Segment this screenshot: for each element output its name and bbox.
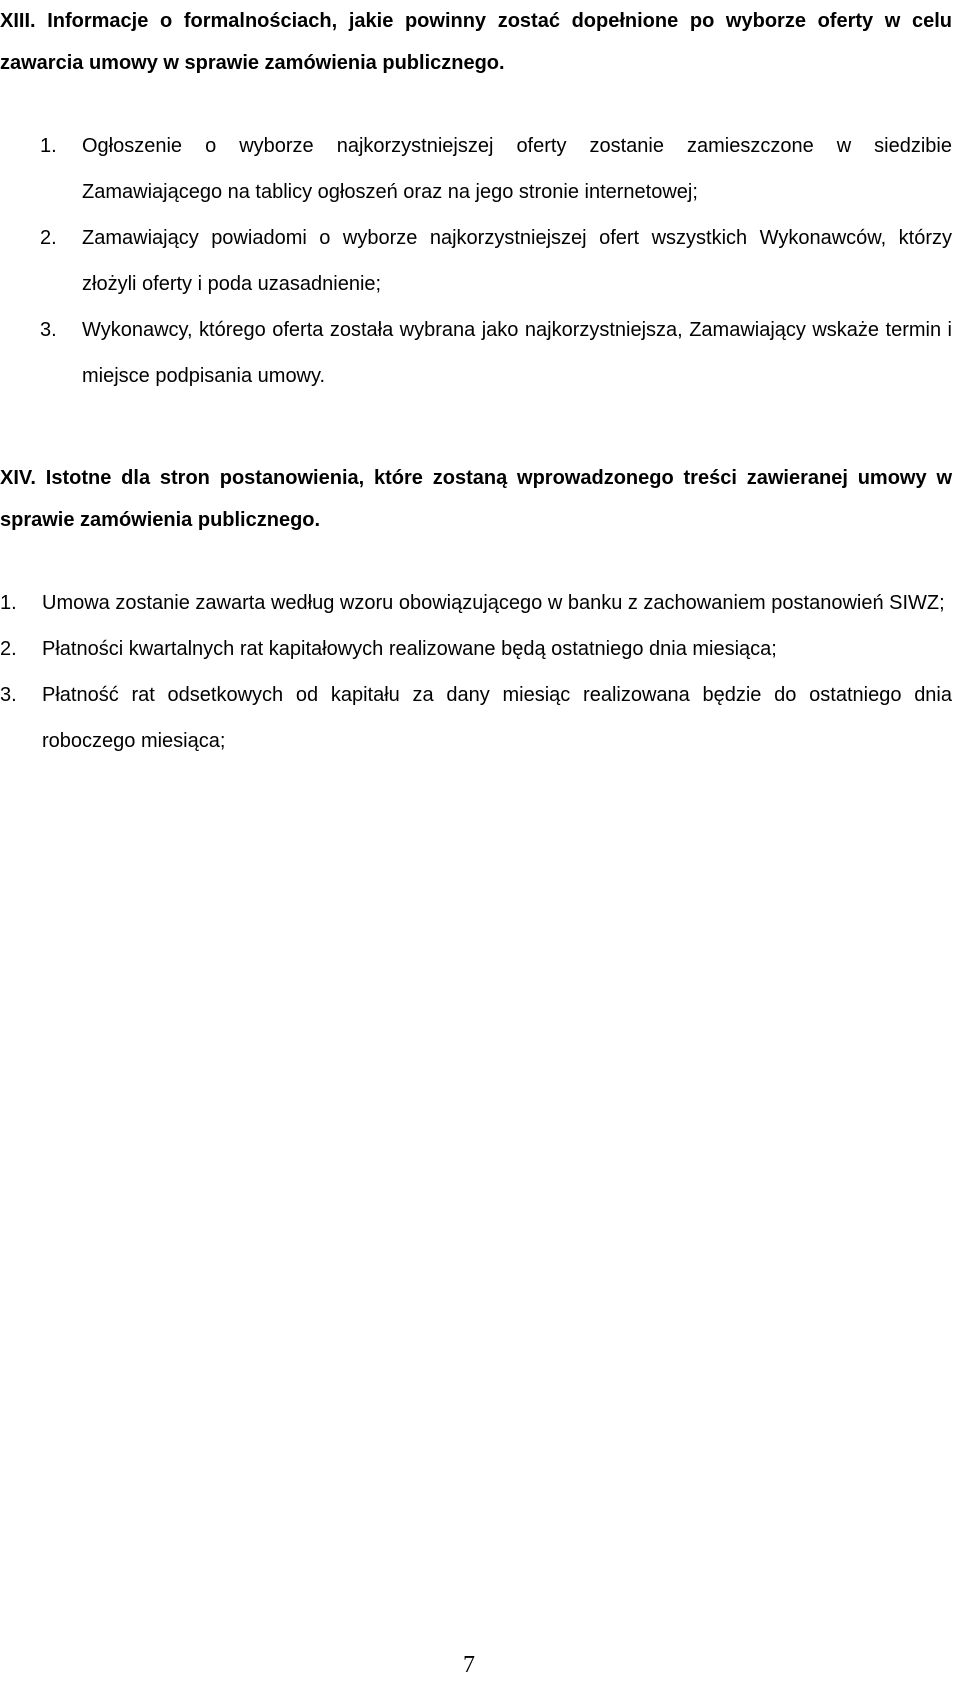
list-item — [40, 215, 952, 307]
list-item-text: Płatność rat odsetkowych od kapitału za dany miesiąc realizowana będzie do ostatniego dnia roboczego miesiąca; — [42, 684, 952, 752]
list-item — [40, 123, 952, 215]
list-item-number: 3. — [40, 319, 57, 341]
section-xiv-list — [0, 580, 952, 764]
list-item-text: Umowa zostanie zawarta według wzoru obowiązującego w banku z zachowaniem postanowień SIWZ; — [42, 592, 945, 614]
list-item-text: Zamawiający powiadomi o wyborze najkorzystniejszej ofert wszystkich Wykonawców, którzy złożyli oferty i poda uzasadnienie; — [82, 227, 952, 295]
list-item-text: Płatności kwartalnych rat kapitałowych realizowane będą ostatniego dnia miesiąca; — [42, 638, 777, 660]
list-item-number: 1. — [0, 592, 17, 614]
list-item-number: 2. — [40, 227, 57, 249]
list-item — [0, 580, 952, 626]
list-item — [0, 672, 952, 764]
list-item-number: 1. — [40, 135, 57, 157]
list-item-text: Wykonawcy, którego oferta została wybrana jako najkorzystniejsza, Zamawiający wskaże termin i miejsce podpisania umowy. — [82, 319, 952, 387]
page-number: 7 — [463, 1652, 475, 1678]
section-xiii-list — [40, 123, 952, 399]
list-item-text: Ogłoszenie o wyborze najkorzystniejszej oferty zostanie zamieszczone w siedzibie Zamawiającego na tablicy ogłoszeń oraz na jego stronie internetowej; — [82, 135, 952, 203]
list-item — [0, 626, 952, 672]
section-heading-xiv: XIV. Istotne dla stron postanowienia, które zostaną wprowadzonego treści zawieranej umowy w sprawie zamówienia publicznego. — [0, 467, 952, 531]
list-item-number: 2. — [0, 638, 17, 660]
list-item — [40, 307, 952, 399]
section-heading-xiii: XIII. Informacje o formalnościach, jakie powinny zostać dopełnione po wyborze oferty w celu zawarcia umowy w sprawie zamówienia publicznego. — [0, 10, 952, 74]
list-item-number: 3. — [0, 684, 17, 706]
